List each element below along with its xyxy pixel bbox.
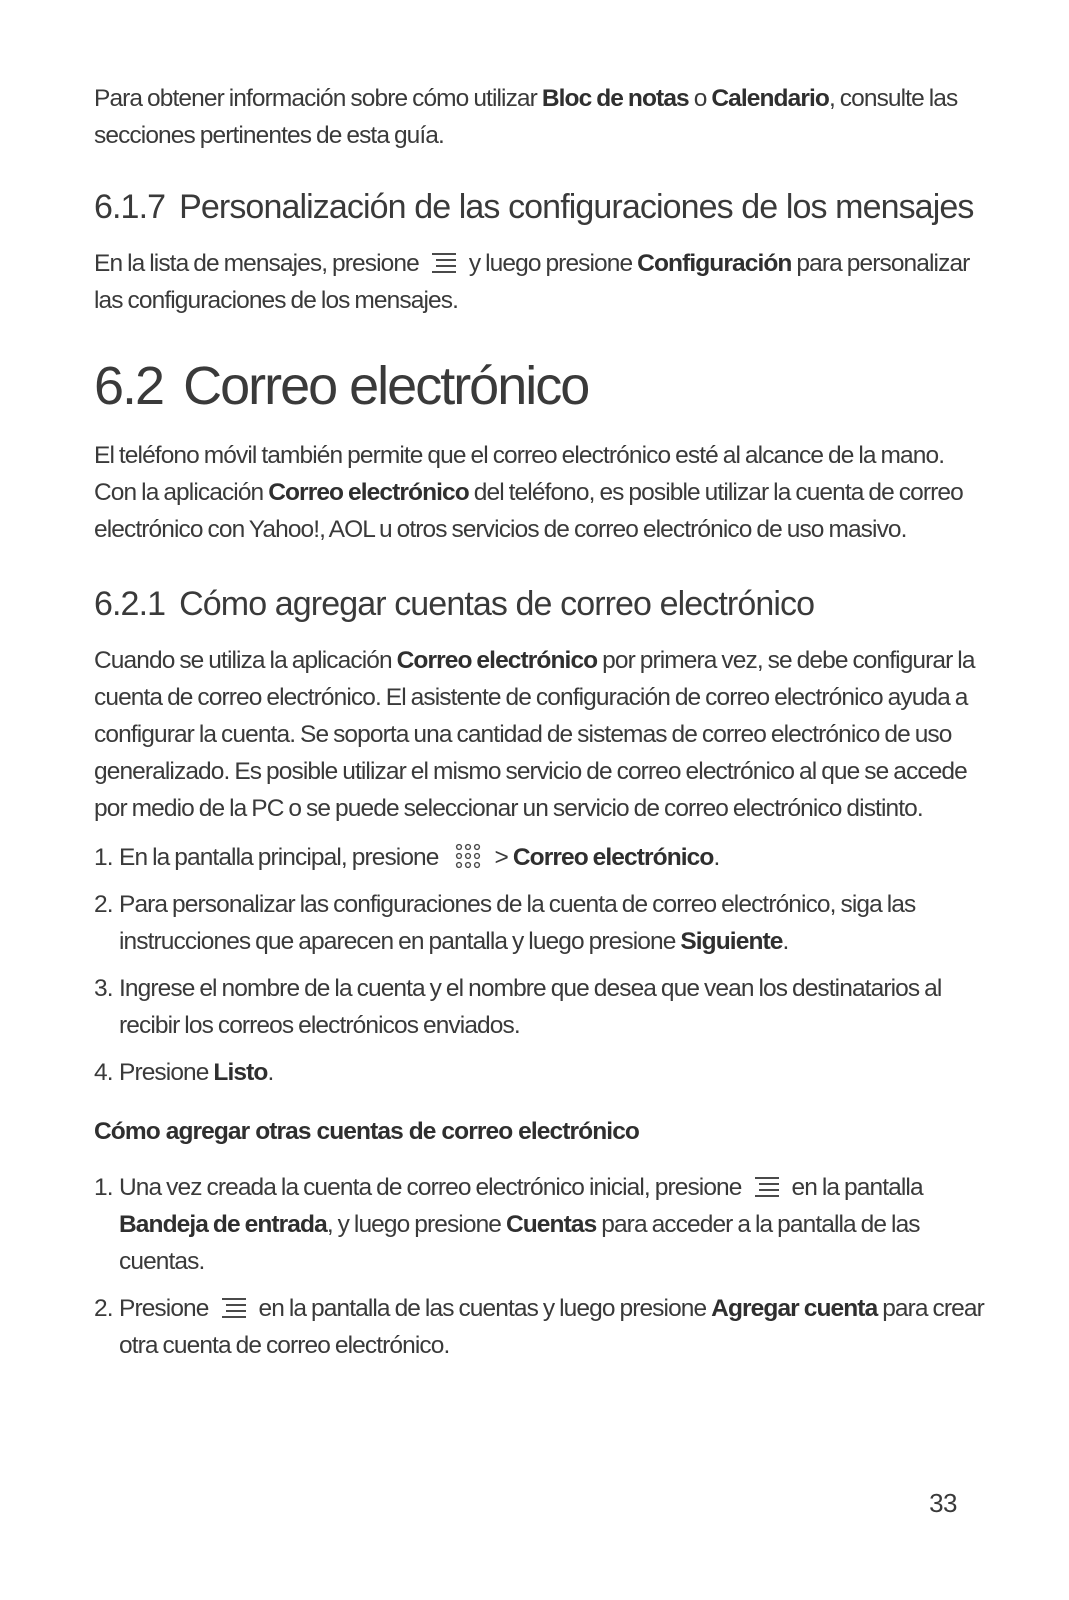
text-run: En la pantalla principal, presione	[119, 844, 439, 871]
text-run: o	[688, 85, 712, 112]
menu-icon	[219, 1296, 249, 1318]
bold-term-calendario: Calendario	[711, 85, 829, 112]
bold-term-agregar-cuenta: Agregar cuenta	[711, 1295, 878, 1322]
step-number: 1.	[94, 1174, 113, 1201]
bold-term-cuentas: Cuentas	[505, 1211, 597, 1238]
step-number: 2.	[94, 1295, 113, 1322]
setup-steps-list	[94, 839, 984, 1091]
list-item	[94, 839, 984, 876]
subheading-other-accounts: Cómo agregar otras cuentas de correo electrónico	[94, 1118, 639, 1145]
section-number: 6.1.7	[94, 188, 166, 226]
text-run: para acceder a la pantalla de las cuentas.	[119, 1211, 920, 1275]
text-run: y luego presione	[468, 250, 638, 277]
bold-term-listo: Listo	[213, 1059, 268, 1086]
intro-paragraph	[94, 80, 984, 154]
step-number: 1.	[94, 844, 113, 871]
bold-term-configuracion: Configuración	[637, 250, 792, 277]
menu-icon	[429, 251, 459, 273]
text-run: Ingrese el nombre de la cuenta y el nombre que desea que vean los destinatarios al recibir los correos electrónicos enviados.	[119, 975, 942, 1039]
section-title: Correo electrónico	[183, 356, 589, 416]
section-number: 6.2.1	[94, 585, 166, 623]
step-number: 3.	[94, 975, 113, 1002]
text-run: para personalizar las configuraciones de los mensajes.	[94, 250, 970, 314]
bold-term-correo-electronico: Correo electrónico	[268, 479, 469, 506]
text-run: .	[713, 844, 720, 871]
section-title: Cómo agregar cuentas de correo electrónico	[179, 585, 815, 623]
text-run: .	[782, 928, 789, 955]
list-item	[94, 886, 984, 960]
step-number: 4.	[94, 1059, 113, 1086]
document-page	[94, 80, 984, 1374]
apps-grid-icon	[455, 843, 481, 869]
text-run: por primera vez, se debe configurar la cuenta de correo electrónico. El asistente de configuración de correo electrónico ayuda a configurar la cuenta. Se soporta una cantidad de sistemas de correo electrónico de uso generalizado. Es posible utilizar el mismo servicio de correo electrónico al que se accede por medio de la PC o se puede seleccionar un servicio de correo electrónico distinto.	[94, 647, 975, 822]
menu-icon	[752, 1175, 782, 1197]
text-run: .	[267, 1059, 274, 1086]
other-accounts-steps-list	[94, 1169, 984, 1364]
text-run: en la pantalla	[791, 1174, 923, 1201]
section-heading-6-2	[94, 355, 984, 417]
section-6-2-1-paragraph	[94, 642, 984, 827]
bold-term-bloc-de-notas: Bloc de notas	[541, 85, 689, 112]
section-heading-6-2-1	[94, 584, 984, 624]
bold-term-correo-electronico: Correo electrónico	[512, 844, 714, 871]
bold-term-siguiente: Siguiente	[680, 928, 783, 955]
step-number: 2.	[94, 891, 113, 918]
text-run: en la pantalla de las cuentas y luego presione	[258, 1295, 712, 1322]
section-number: 6.2	[94, 356, 164, 416]
list-item	[94, 1290, 984, 1364]
section-heading-6-1-7	[94, 187, 984, 227]
section-title: Personalización de las configuraciones de los mensajes	[179, 188, 974, 226]
text-run: El teléfono móvil también permite que el correo electrónico esté al alcance de la mano. Con la aplicación	[94, 442, 945, 506]
page-number: 33	[929, 1488, 957, 1518]
bold-term-correo-electronico: Correo electrónico	[396, 647, 598, 674]
section-6-2-paragraph	[94, 437, 984, 548]
text-run: Para obtener información sobre cómo utilizar	[94, 85, 542, 112]
text-run: Para personalizar las configuraciones de la cuenta de correo electrónico, siga las instrucciones que aparecen en pantalla y luego presione	[119, 891, 916, 955]
text-run: >	[494, 844, 513, 871]
section-6-1-7-paragraph	[94, 245, 984, 319]
text-run: En la lista de mensajes, presione	[94, 250, 419, 277]
list-item	[94, 970, 984, 1044]
bold-term-bandeja-de-entrada: Bandeja de entrada	[119, 1211, 327, 1238]
text-run: , consulte las secciones pertinentes de esta guía.	[94, 85, 958, 149]
text-run: Cuando se utiliza la aplicación	[94, 647, 397, 674]
text-run: Presione	[119, 1059, 214, 1086]
list-item	[94, 1169, 984, 1280]
text-run: para crear otra cuenta de correo electrónico.	[119, 1295, 984, 1359]
text-run: , y luego presione	[326, 1211, 506, 1238]
text-run: del teléfono, es posible utilizar la cuenta de correo electrónico con Yahoo!, AOL u otros servicios de correo electrónico de uso masivo.	[94, 479, 963, 543]
list-item	[94, 1054, 984, 1091]
text-run: Una vez creada la cuenta de correo electrónico inicial, presione	[119, 1174, 742, 1201]
text-run: Presione	[119, 1295, 209, 1322]
